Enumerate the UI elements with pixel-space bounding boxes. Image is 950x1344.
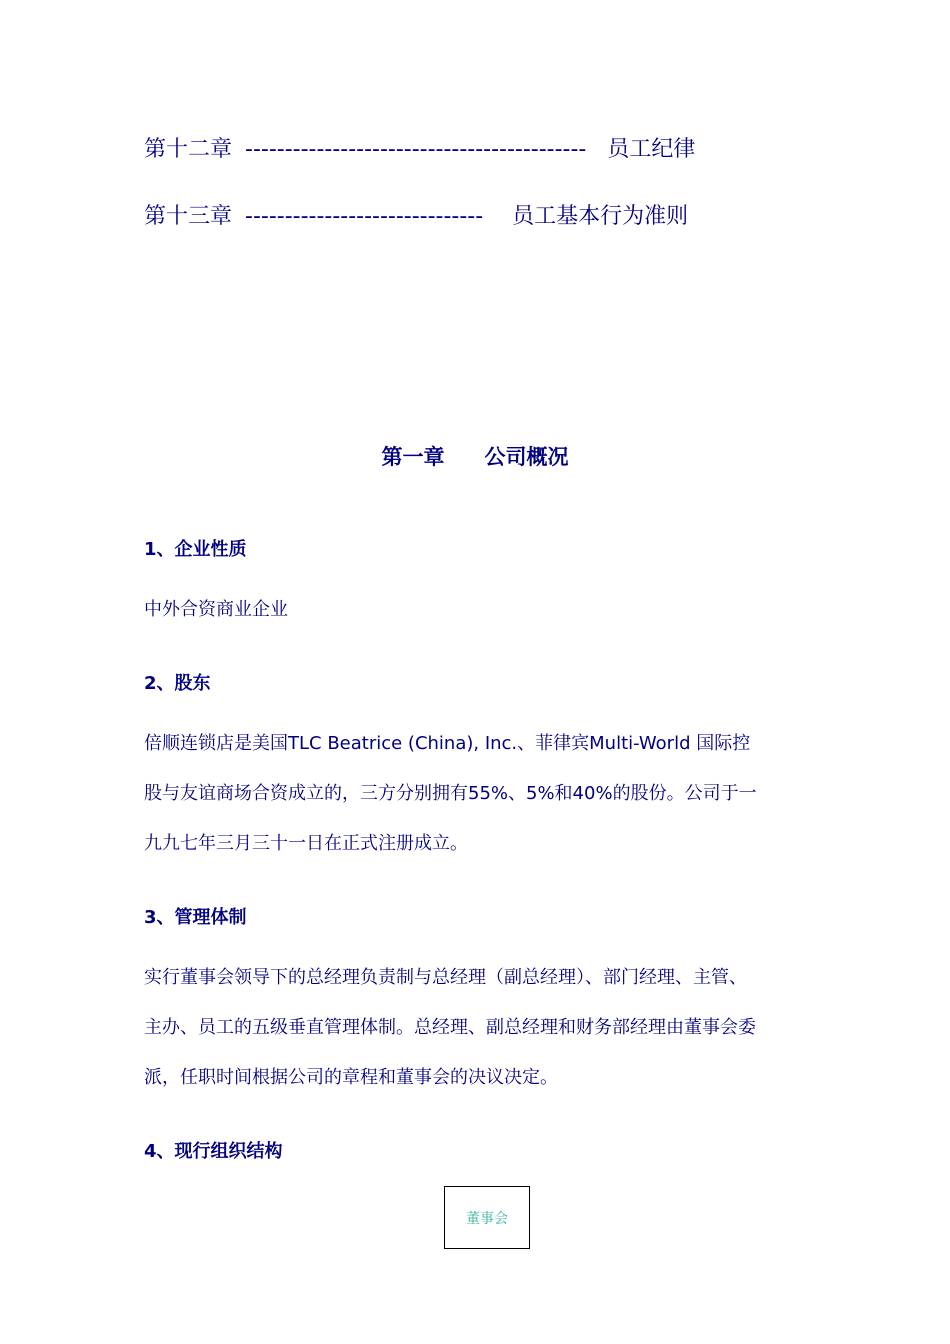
- toc-chapter-label: 第十三章: [144, 204, 233, 229]
- section-3-line-3: 派，任职时间根据公司的章程和董事会的决议决定。: [144, 1067, 558, 1088]
- toc-chapter-label: 第十二章: [144, 137, 233, 162]
- chapter-title: [0, 441, 950, 471]
- section-heading-3: 3、管理体制: [144, 907, 247, 928]
- toc-leader: -------------------------------------------: [245, 137, 587, 162]
- section-3-line-1: 实行董事会领导下的总经理负责制与总经理（副总经理）、部门经理、主管、: [144, 967, 747, 988]
- section-heading-4: 4、现行组织结构: [144, 1141, 283, 1162]
- section-heading-1: 1、企业性质: [144, 539, 247, 560]
- toc-title: 员工纪律: [607, 137, 696, 162]
- org-node-label: 董事会: [466, 1210, 508, 1227]
- section-3-line-2: 主办、员工的五级垂直管理体制。总经理、副总经理和财务部经理由董事会委: [144, 1017, 756, 1038]
- chapter-number: 第一章: [381, 445, 445, 469]
- section-2-line-3: 九九七年三月三十一日在正式注册成立。: [144, 833, 468, 854]
- toc-leader: ------------------------------: [245, 204, 484, 229]
- section-heading-2: 2、股东: [144, 673, 211, 694]
- section-1-line-1: 中外合资商业企业: [144, 599, 288, 620]
- chapter-name: 公司概况: [484, 445, 569, 469]
- toc-entry-13: [144, 204, 688, 230]
- section-2-line-1: 倍顺连锁店是美国TLC Beatrice (China), Inc.、菲律宾Multi-World 国际控: [144, 733, 751, 754]
- section-2-line-2: 股与友谊商场合资成立的，三方分别拥有55%、5%和40%的股份。公司于一: [144, 783, 757, 804]
- toc-title: 员工基本行为准则: [512, 204, 689, 229]
- toc-entry-12: [144, 137, 695, 163]
- org-chart-board-node: [444, 1186, 530, 1249]
